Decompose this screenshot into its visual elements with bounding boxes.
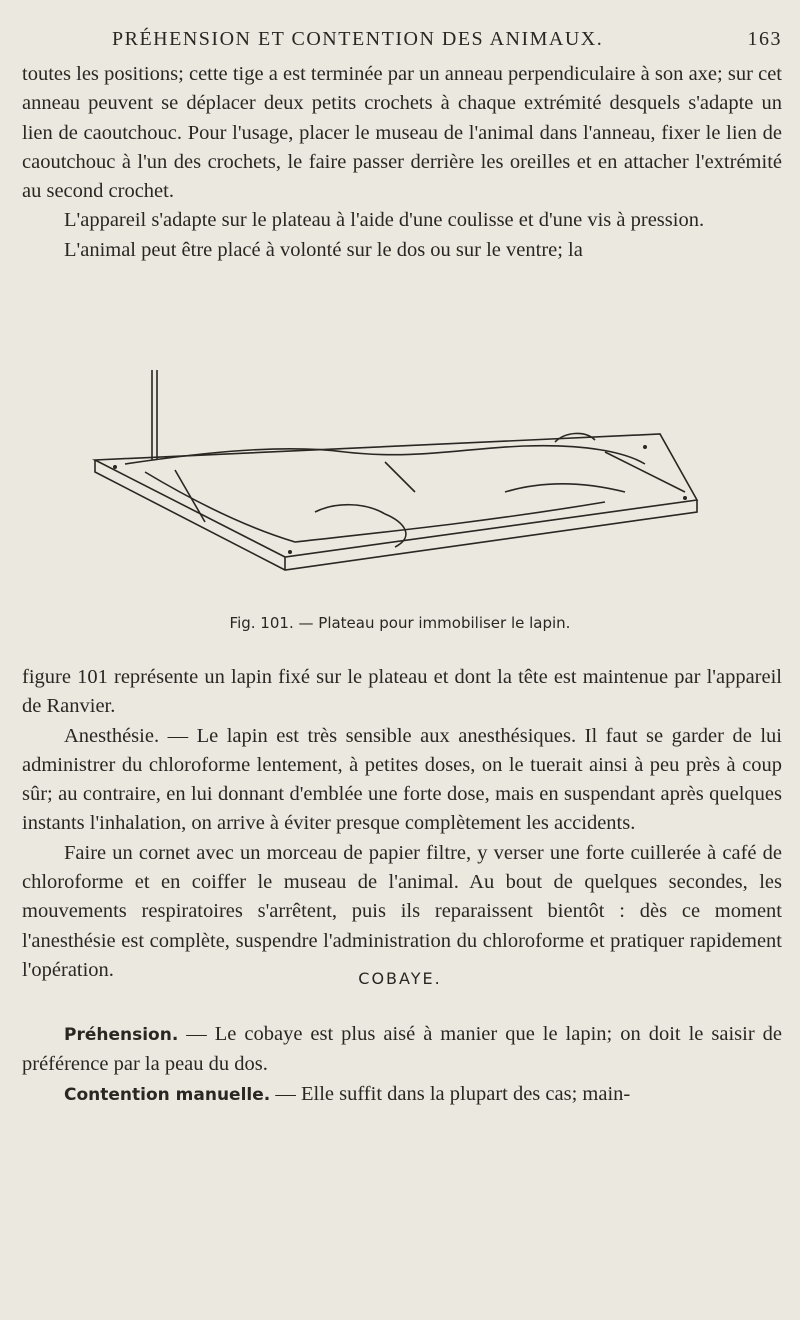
- page-number: 163: [747, 28, 782, 50]
- paragraph-text: — Elle suffit dans la plupart des cas; main-: [270, 1082, 631, 1105]
- paragraph-text: — Le cobaye est plus aisé à manier que le lapin; on doit le saisir de préférence par la peau du dos.: [22, 1023, 782, 1076]
- paragraph: Faire un cornet avec un morceau de papier filtre, y verser une forte cuillerée à café de chloroforme et en coiffer le museau de l'animal. Au bout de quelques secondes, les mouvements respiratoires s'arrêtent, puis ils reparaissent bientôt : dès ce moment l'anesthésie est complète, suspendre l'administration du chloroforme et pratiquer rapidement l'opération.: [22, 841, 782, 981]
- figure-rabbit-board-illustration: [85, 352, 745, 602]
- figure-label: Fig. 101.: [229, 614, 294, 632]
- paragraph-contention: [22, 1080, 782, 1110]
- paragraph-prehension: [22, 1020, 782, 1080]
- text-block-bottom: [22, 1020, 782, 1110]
- run-in-heading: Préhension.: [64, 1025, 179, 1045]
- paragraph-anesthesie: Anesthésie. — Le lapin est très sensible aux anesthésiques. Il faut se garder de lui administrer du chloroforme lentement, à petites doses, on le tuerait ainsi à peu près à coup sûr; au contraire, en lui donnant d'emblée une forte dose, mais en suspendant après quelques instants l'inhalation, on arrive à éviter presque complètement les accidents.: [22, 724, 782, 835]
- section-heading: COBAYE.: [358, 969, 442, 988]
- figure-caption-text: — Plateau pour immobiliser le lapin.: [298, 614, 571, 632]
- run-in-heading: Contention manuelle.: [64, 1084, 271, 1105]
- paragraph: L'appareil s'adapte sur le plateau à l'aide d'une coulisse et d'une vis à pression.: [64, 209, 705, 232]
- paragraph: figure 101 représente un lapin fixé sur le plateau et dont la tête est maintenue par l'appareil de Ranvier.: [22, 666, 782, 718]
- figure-caption: [0, 614, 800, 632]
- header-title: PRÉHENSION ET CONTENTION DES ANIMAUX.: [112, 28, 604, 50]
- paragraph: toutes les positions; cette tige a est terminée par un anneau perpendiculaire à son axe; sur cet anneau peuvent se déplacer deux petits crochets à chaque extrémité desquels s'adapte un lien de caoutchouc. Pour l'usage, placer le museau de l'animal dans l'anneau, fixer le lien de caoutchouc à l'un des crochets, le faire passer derrière les oreilles et en attacher l'extrémité au second crochet.: [22, 63, 782, 203]
- text-block-top: [22, 60, 782, 265]
- paragraph: L'animal peut être placé à volonté sur le dos ou sur le ventre; la: [64, 238, 583, 261]
- text-block-middle: [22, 663, 782, 985]
